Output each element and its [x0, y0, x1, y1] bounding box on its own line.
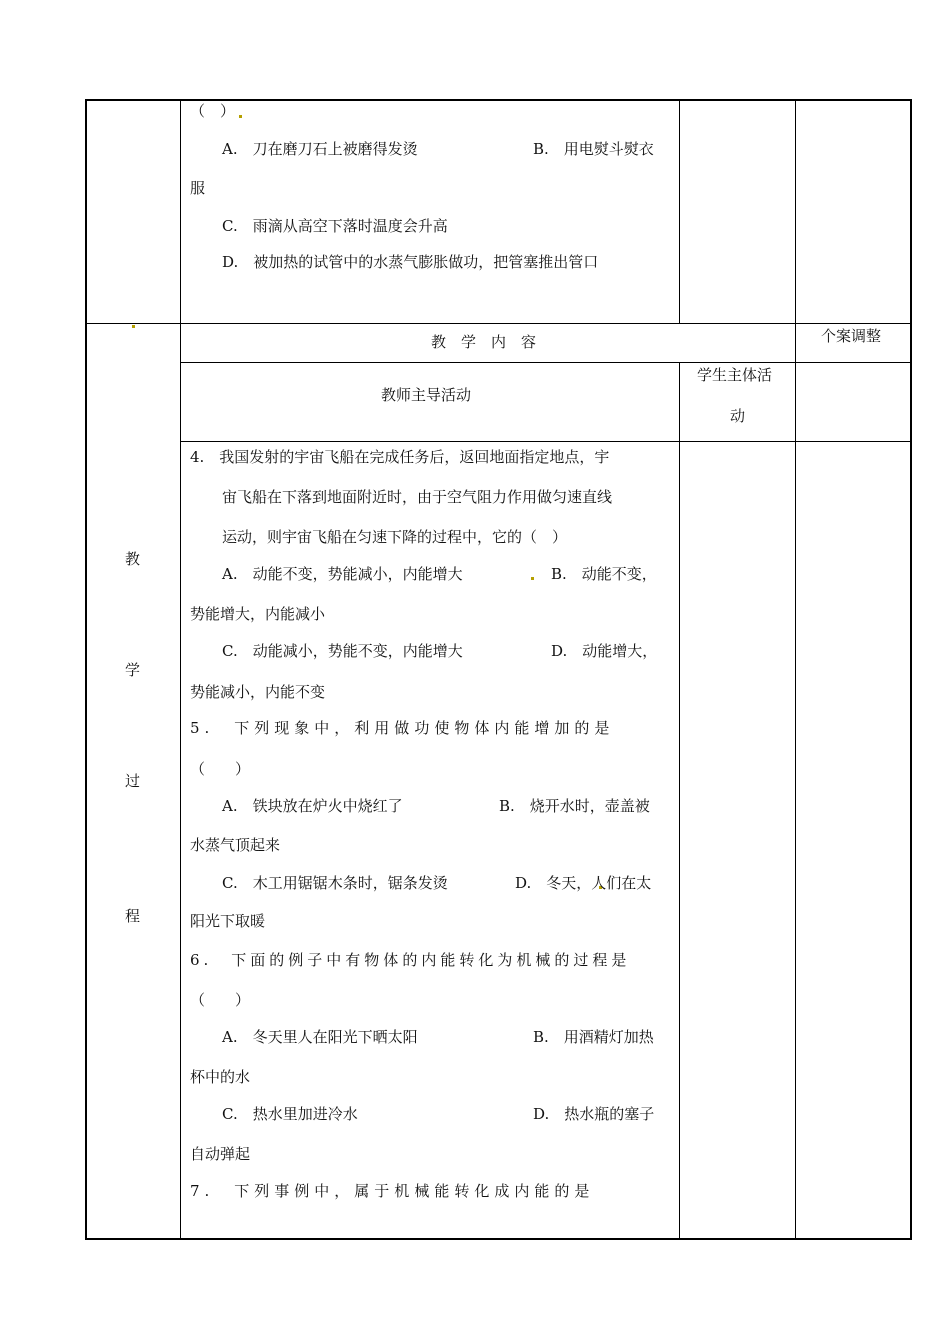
stray-mark [531, 577, 534, 580]
top-option-b-cont: 服 [190, 179, 206, 197]
row-divider-header [180, 362, 795, 363]
table-top-border [85, 99, 912, 101]
q4-option-a: A. 动能不变，势能减小，内能增大 [222, 565, 463, 583]
q6-option-b: B. 用酒精灯加热 [533, 1028, 654, 1046]
q5-option-d: D. 冬天，人们在太 [515, 874, 652, 892]
side-label-char: 教 [125, 550, 141, 568]
q4-option-b: B. 动能不变， [551, 565, 657, 583]
row-divider-adjust [795, 362, 912, 363]
top-option-b: B. 用电熨斗熨衣 [533, 140, 654, 158]
q6-option-a: A. 冬天里人在阳光下晒太阳 [222, 1028, 418, 1046]
q5-option-c: C. 木工用锯锯木条时，锯条发烫 [222, 874, 448, 892]
q5-option-b: B. 烧开水时，壶盖被 [499, 797, 650, 815]
side-label-char: 过 [125, 772, 141, 790]
table-left-border [85, 99, 87, 1239]
row-divider-top [85, 323, 912, 324]
student-activity-header-line2: 动 [730, 407, 746, 425]
col-divider-3 [795, 99, 796, 1239]
q6-stem: 6. 下面的例子中有物体的内能转化为机械的过程是 [190, 951, 631, 969]
q4-option-c: C. 动能减小，势能不变，内能增大 [222, 642, 463, 660]
q4-option-d: D. 动能增大， [551, 642, 658, 660]
table-bottom-border [85, 1238, 912, 1240]
q6-paren: （ ） [190, 991, 251, 1009]
top-option-c: C. 雨滴从高空下落时温度会升高 [222, 217, 448, 235]
q5-stem: 5. 下列现象中，利用做功使物体内能增加的是 [190, 719, 615, 737]
col-divider-2-lower [679, 362, 680, 1238]
side-label-char: 学 [125, 661, 141, 679]
row-divider-subheader [180, 441, 912, 442]
teacher-activity-header: 教师主导活动 [381, 386, 472, 404]
q5-option-d-cont: 阳光下取暖 [190, 912, 266, 930]
table-right-border [910, 99, 912, 1239]
col-divider-1 [180, 99, 181, 1239]
q4-stem-line2: 宙飞船在下落到地面附近时，由于空气阻力作用做匀速直线 [222, 488, 613, 506]
col-divider-2-upper [679, 99, 680, 323]
q4-stem-line3: 运动，则宇宙飞船在匀速下降的过程中，它的（ ） [222, 528, 568, 546]
stray-mark [239, 115, 242, 118]
top-paren: （ ） [190, 102, 236, 120]
q4-option-b-cont: 势能增大，内能减小 [190, 605, 326, 623]
side-label-char: 程 [125, 907, 141, 925]
adjust-header: 个案调整 [821, 327, 882, 345]
q5-option-a: A. 铁块放在炉火中烧红了 [222, 797, 403, 815]
q7-stem: 7. 下列事例中，属于机械能转化成内能的是 [190, 1182, 595, 1200]
q4-stem-line1: 4. 我国发射的宇宙飞船在完成任务后，返回地面指定地点，宇 [190, 448, 610, 466]
q5-option-b-cont: 水蒸气顶起来 [190, 836, 281, 854]
content-title: 教 学 内 容 [431, 333, 537, 351]
q6-option-d: D. 热水瓶的塞子 [533, 1105, 655, 1123]
q5-paren: （ ） [190, 760, 251, 778]
q6-option-d-cont: 自动弹起 [190, 1145, 251, 1163]
stray-mark [132, 325, 135, 328]
q6-option-c: C. 热水里加进冷水 [222, 1105, 358, 1123]
top-option-a: A. 刀在磨刀石上被磨得发烫 [222, 140, 418, 158]
top-option-d: D. 被加热的试管中的水蒸气膨胀做功，把管塞推出管口 [222, 253, 599, 271]
q6-option-b-cont: 杯中的水 [190, 1068, 251, 1086]
q4-option-d-cont: 势能减小，内能不变 [190, 683, 326, 701]
student-activity-header-line1: 学生主体活 [697, 366, 773, 384]
